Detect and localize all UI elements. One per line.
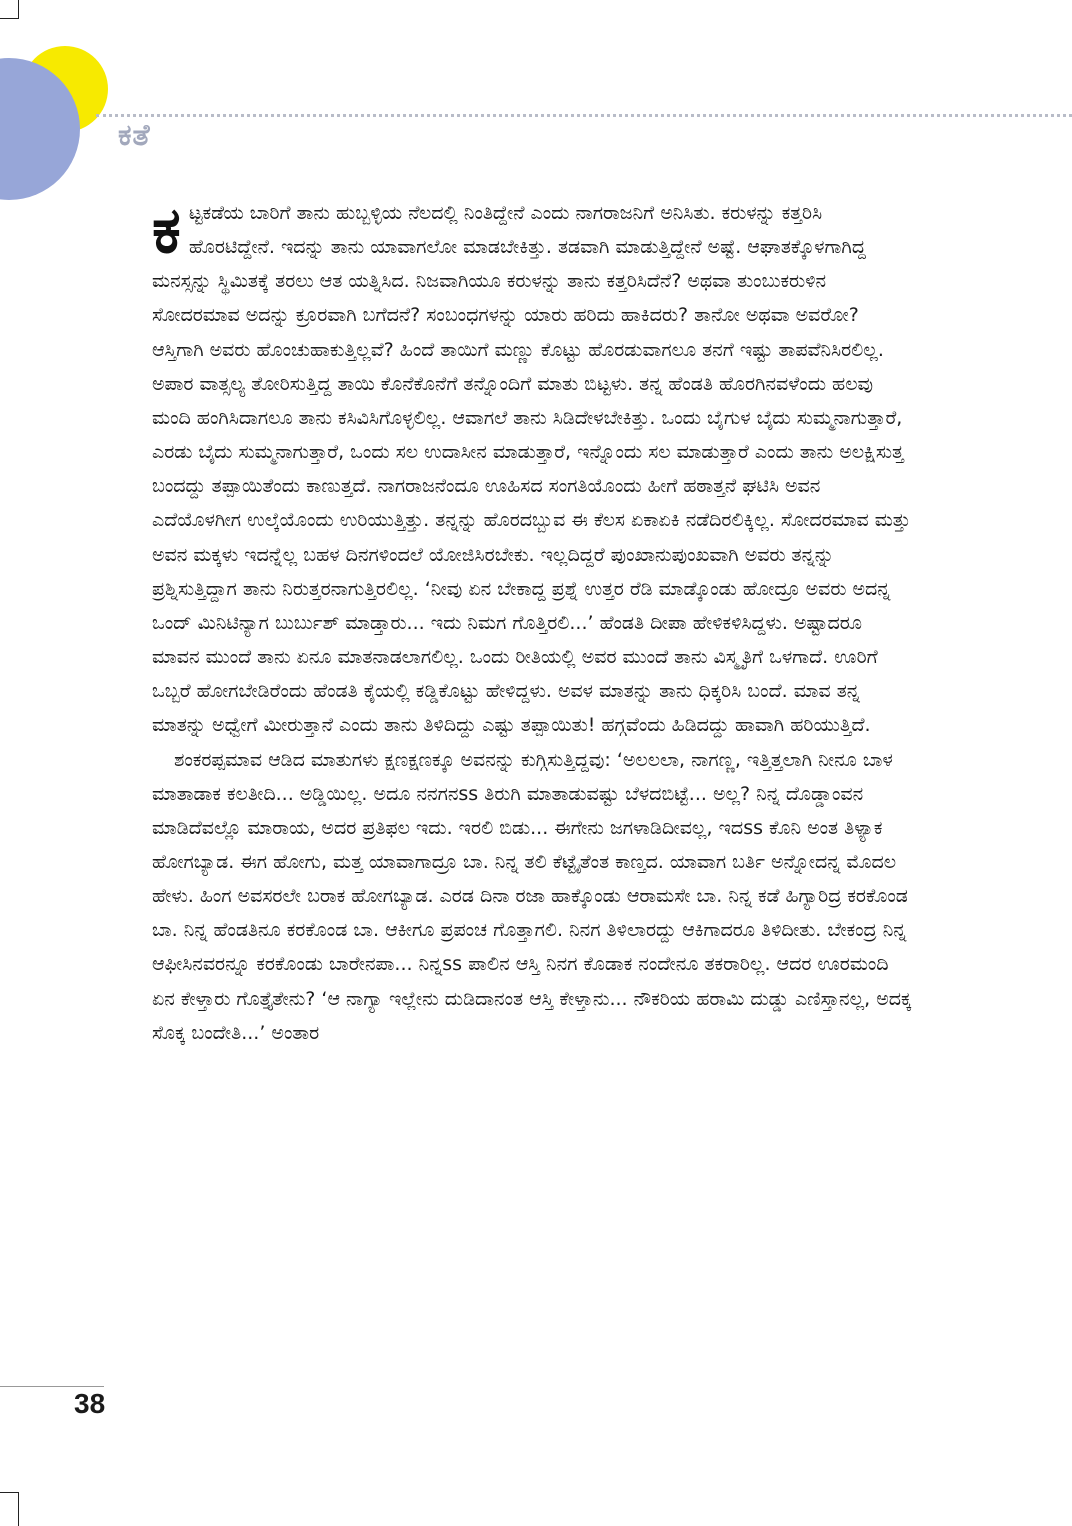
page-number: 38 xyxy=(74,1388,106,1419)
article-body xyxy=(152,196,912,1050)
paragraph-1 xyxy=(152,196,912,743)
crop-mark-top-left xyxy=(0,0,19,19)
section-label: ಕತೆ xyxy=(118,118,151,153)
dotted-header-rule xyxy=(96,114,1072,117)
drop-cap: ಕ xyxy=(152,194,181,268)
paragraph-2: ಶಂಕರಪ್ಪಮಾವ ಆಡಿದ ಮಾತುಗಳು ಕ್ಷಣಕ್ಷಣಕ್ಕೂ ಅವನನ್ನು ಕುಗ್ಗಿಸುತ್ತಿದ್ದವು: ‘ಅಲಲಲಾ, ನಾಗಣ್ಣ, ಇತ್ತಿತ್ತಲಾಗಿ ನೀನೂ ಬಾಳ ಮಾತಾಡಾಕ ಕಲತೀದಿ... ಅಡ್ಡಿಯಿಲ್ಲ. ಅದೂ ನನಗನss ತಿರುಗಿ ಮಾತಾಡುವಷ್ಟು ಬೆಳದಬಿಟ್ಟೆ... ಅಲ್ಲ? ನಿನ್ನ ದೊಡ್ಡಾಂವನ ಮಾಡಿದೆವಲ್ಲೊ ಮಾರಾಯ, ಅದರ ಪ್ರತಿಫಲ ಇದು. ಇರಲಿ ಬಿಡು... ಈಗೇನು ಜಗಳಾಡಿದೀವಲ್ಲ, ಇದss ಕೊನಿ ಅಂತ ತಿಳ್ಯಾಕ ಹೋಗಬ್ಯಾಡ. ಈಗ ಹೋಗು, ಮತ್ತ ಯಾವಾಗಾದ್ರೂ ಬಾ. ನಿನ್ನ ತಲಿ ಕೆಟ್ಟೈತೆಂತ ಕಾಣ್ತದ. ಯಾವಾಗ ಬರ್ತಿ ಅನ್ನೋದನ್ನ ಮೊದಲ ಹೇಳು. ಹಿಂಗ ಅವಸರಲೇ ಬರಾಕ ಹೋಗಬ್ಯಾಡ. ಎರಡ ದಿನಾ ರಜಾ ಹಾಕ್ಕೊಂಡು ಆರಾಮಸೇ ಬಾ. ನಿನ್ನ ಕಡೆ ಹಿಗ್ಯಾರಿದ್ರ ಕರಕೊಂಡ ಬಾ. ನಿನ್ನ ಹೆಂಡತಿನೂ ಕರಕೊಂಡ ಬಾ. ಆಕೀಗೂ ಪ್ರಪಂಚ ಗೊತ್ತಾಗಲಿ. ನಿನಗ ತಿಳಿಲಾರದ್ದು ಆಕಿಗಾದರೂ ತಿಳಿದೀತು. ಬೇಕಂದ್ರ ನಿನ್ನ ಆಫೀಸಿನವರನ್ನೂ ಕರಕೊಂಡು ಬಾರೇನಪಾ... ನಿನ್ನss ಪಾಲಿನ ಆಸ್ತಿ ನಿನಗ ಕೊಡಾಕ ನಂದೇನೂ ತಕರಾರಿಲ್ಲ. ಆದರ ಊರಮಂದಿ ಏನ ಕೇಳ್ತಾರು ಗೊತ್ತೈತೇನು? ‘ಆ ನಾಗ್ಯಾ ಇಲ್ಲೇನು ದುಡಿದಾನಂತ ಆಸ್ತಿ ಕೇಳ್ತಾನು... ನೌಕರಿಯ ಹರಾಮಿ ದುಡ್ಡು ಎಣಿಸ್ತಾನಲ್ಲ, ಅದಕ್ಕ ಸೊಕ್ಕ ಬಂದೇತಿ...’ ಅಂತಾರ xyxy=(152,748,912,1044)
crop-mark-bottom-left xyxy=(0,1492,19,1526)
paragraph-1-text: ಟ್ಟಕಡೆಯ ಬಾರಿಗೆ ತಾನು ಹುಬ್ಬಳ್ಳಿಯ ನೆಲದಲ್ಲಿ ನಿಂತಿದ್ದೇನೆ ಎಂದು ನಾಗರಾಜನಿಗೆ ಅನಿಸಿತು. ಕರುಳನ್ನು ಕತ್ತರಿಸಿ ಹೊರಟಿದ್ದೇನೆ. ಇದನ್ನು ತಾನು ಯಾವಾಗಲೋ ಮಾಡಬೇಕಿತ್ತು. ತಡವಾಗಿ ಮಾಡುತ್ತಿದ್ದೇನೆ ಅಷ್ಟೆ. ಆಘಾತಕ್ಕೊಳಗಾಗಿದ್ದ ಮನಸ್ಸನ್ನು ಸ್ಥಿಮಿತಕ್ಕೆ ತರಲು ಆತ ಯತ್ನಿಸಿದ. ನಿಜವಾಗಿಯೂ ಕರುಳನ್ನು ತಾನು ಕತ್ತರಿಸಿದೆನೆ? ಅಥವಾ ತುಂಬುಕರುಳಿನ ಸೋದರಮಾವ ಅದನ್ನು ಕ್ರೂರವಾಗಿ ಬಗೆದನೆ? ಸಂಬಂಧಗಳನ್ನು ಯಾರು ಹರಿದು ಹಾಕಿದರು? ತಾನೋ ಅಥವಾ ಅವರೋ? ಆಸ್ತಿಗಾಗಿ ಅವರು ಹೊಂಚುಹಾಕುತ್ತಿಲ್ಲವೆ? ಹಿಂದೆ ತಾಯಿಗೆ ಮಣ್ಣು ಕೊಟ್ಟು ಹೊರಡುವಾಗಲೂ ತನಗೆ ಇಷ್ಟು ತಾಪವೆನಿಸಿರಲಿಲ್ಲ. ಅಪಾರ ವಾತ್ಸಲ್ಯ ತೋರಿಸುತ್ತಿದ್ದ ತಾಯಿ ಕೊನೆಕೊನೆಗೆ ತನ್ನೊಂದಿಗೆ ಮಾತು ಬಿಟ್ಟಳು. ತನ್ನ ಹೆಂಡತಿ ಹೊರಗಿನವಳೆಂದು ಹಲವು ಮಂದಿ ಹಂಗಿಸಿದಾಗಲೂ ತಾನು ಕಸಿವಿಸಿಗೊಳ್ಳಲಿಲ್ಲ. ಆವಾಗಲೆ ತಾನು ಸಿಡಿದೇಳಬೇಕಿತ್ತು. ಒಂದು ಬೈಗುಳ ಬೈದು ಸುಮ್ಮನಾಗುತ್ತಾರೆ, ಎರಡು ಬೈದು ಸುಮ್ಮನಾಗುತ್ತಾರೆ, ಒಂದು ಸಲ ಉದಾಸೀನ ಮಾಡುತ್ತಾರೆ, ಇನ್ನೊಂದು ಸಲ ಮಾಡುತ್ತಾರೆ ಎಂದು ತಾನು ಅಲಕ್ಷಿಸುತ್ತ ಬಂದದ್ದು ತಪ್ಪಾಯಿತೆಂದು ಕಾಣುತ್ತದೆ. ನಾಗರಾಜನೆಂದೂ ಊಹಿಸದ ಸಂಗತಿಯೊಂದು ಹೀಗೆ ಹಠಾತ್ತನೆ ಘಟಿಸಿ ಅವನ ಎದೆಯೊಳಗೀಗ ಉಲ್ಕೆಯೊಂದು ಉರಿಯುತ್ತಿತ್ತು. ತನ್ನನ್ನು ಹೊರದಬ್ಬುವ ಈ ಕೆಲಸ ಏಕಾಏಕಿ ನಡೆದಿರಲಿಕ್ಕಿಲ್ಲ. ಸೋದರಮಾವ ಮತ್ತು ಅವನ ಮಕ್ಕಳು ಇದನ್ನೆಲ್ಲ ಬಹಳ ದಿನಗಳಿಂದಲೆ ಯೋಜಿಸಿರಬೇಕು. ಇಲ್ಲದಿದ್ದರೆ ಪುಂಖಾನುಪುಂಖವಾಗಿ ಅವರು ತನ್ನನ್ನು ಪ್ರಶ್ನಿಸುತ್ತಿದ್ದಾಗ ತಾನು ನಿರುತ್ತರನಾಗುತ್ತಿರಲಿಲ್ಲ. ‘ನೀವು ಏನ ಬೇಕಾದ್ದ ಪ್ರಶ್ನೆ ಉತ್ತರ ರೆಡಿ ಮಾಡ್ಕೊಂಡು ಹೋದ್ರೂ ಅವರು ಅದನ್ನ ಒಂದ್ ಮಿನಿಟಿನ್ಯಾಗ ಬುರ್ಬುಶ್ ಮಾಡ್ತಾರು... ಇದು ನಿಮಗ ಗೊತ್ತಿರಲಿ...’ ಹೆಂಡತಿ ದೀಪಾ ಹೇಳಿಕಳಿಸಿದ್ದಳು. ಅಷ್ಟಾದರೂ ಮಾವನ ಮುಂದೆ ತಾನು ಏನೂ ಮಾತನಾಡಲಾಗಲಿಲ್ಲ. ಒಂದು ರೀತಿಯಲ್ಲಿ ಅವರ ಮುಂದೆ ತಾನು ವಿಸ್ಮೃತಿಗೆ ಒಳಗಾದೆ. ಊರಿಗೆ ಒಬ್ಬರೆ ಹೋಗಬೇಡಿರೆಂದು ಹೆಂಡತಿ ಕೈಯಲ್ಲಿ ಕಡ್ಡಿಕೊಟ್ಟು ಹೇಳಿದ್ದಳು. ಅವಳ ಮಾತನ್ನು ತಾನು ಧಿಕ್ಕರಿಸಿ ಬಂದೆ. ಮಾವ ತನ್ನ ಮಾತನ್ನು ಅಧ್ವೇಗೆ ಮೀರುತ್ತಾನೆ ಎಂದು ತಾನು ತಿಳಿದಿದ್ದು ಎಷ್ಟು ತಪ್ಪಾಯಿತು! ಹಗ್ಗವೆಂದು ಹಿಡಿದದ್ದು ಹಾವಾಗಿ ಹರಿಯುತ್ತಿದೆ. xyxy=(152,202,911,737)
footer-rule xyxy=(0,1386,104,1387)
